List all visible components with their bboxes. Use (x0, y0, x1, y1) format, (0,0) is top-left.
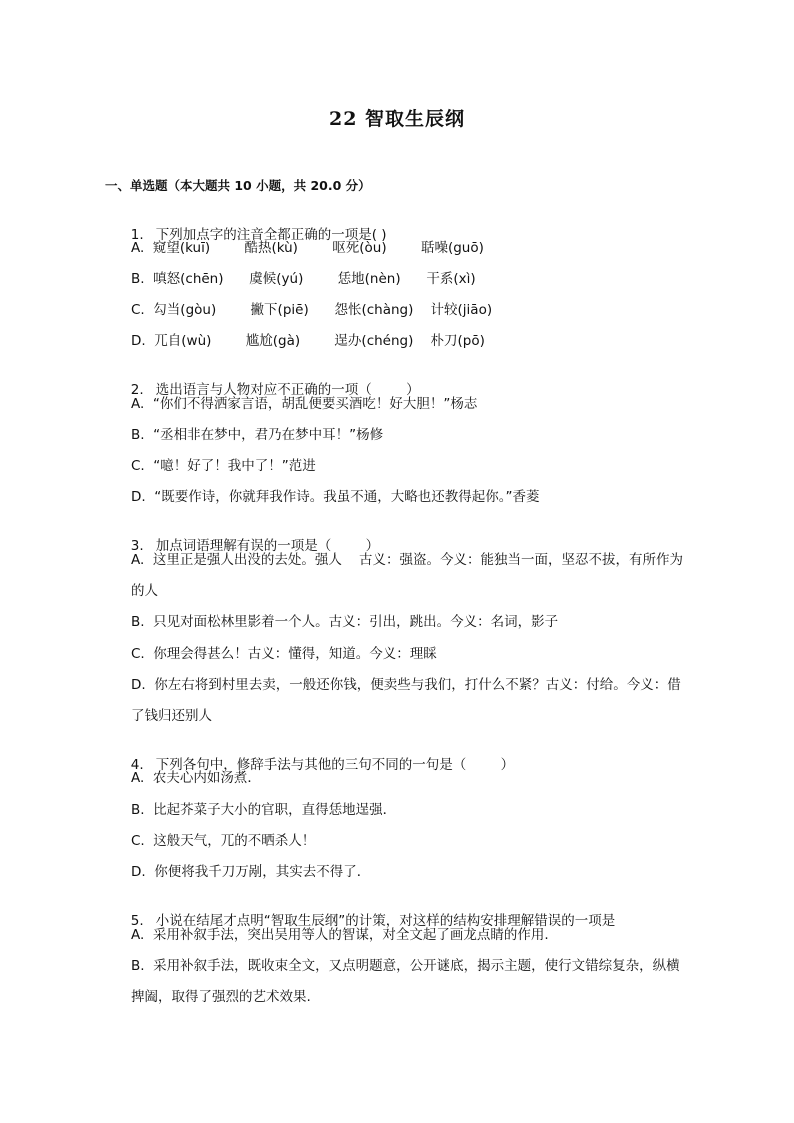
option-4a: A. 农夫心内如汤煮． (131, 770, 261, 786)
question-stem: 下列各句中，修辞手法与其他的三句不同的一句是（ ） (155, 757, 515, 773)
question-stem: 下列加点字的注音全都正确的一项是( ) (155, 227, 387, 243)
section-heading: 一、单选题（本大题共 10 小题，共 20.0 分） (105, 178, 371, 193)
question-stem: 选出语言与人物对应不正确的一项（ ） (155, 382, 420, 398)
question-number: 2. (130, 382, 144, 398)
option-1c: C. 勾当(gòu) 撇下(piē) 怨怅(chàng) 计较(jiāo) (131, 302, 493, 318)
document-title: 22 智取生辰纲 (328, 108, 466, 130)
option-3d-continued: 了钱归还别人 (131, 708, 212, 724)
question-stem: 加点词语理解有误的一项是（ ） (155, 538, 380, 554)
option-5a: A. 采用补叙手法，突出吴用等人的智谋，对全文起了画龙点睛的作用. (131, 927, 549, 943)
option-2d: D. “既要作诗，你就拜我作诗。我虽不通，大略也还教得起你。”香菱 (131, 489, 540, 505)
option-3a-continued: 的人 (131, 583, 158, 599)
option-3a: A. 这里正是强人出没的去处。强人 古义：强盗。今义：能独当一面，坚忍不拔，有所作为 (131, 552, 684, 568)
option-2a: A. “你们不得洒家言语，胡乱便要买酒吃！好大胆！”杨志 (131, 396, 478, 412)
option-5b-continued: 捭阖，取得了强烈的艺术效果. (131, 989, 311, 1005)
question-number: 4. (130, 757, 144, 773)
question-number: 3. (130, 538, 144, 554)
option-3c: C. 你理会得甚么！古义：懂得，知道。今义：理睬 (131, 646, 437, 662)
option-5b: B. 采用补叙手法，既收束全文，又点明题意，公开谜底，揭示主题，使行文错综复杂，纵横 (131, 958, 680, 974)
option-2c: C. “噫！好了！我中了！”范进 (131, 458, 316, 474)
option-1d: D. 兀自(wù) 尴尬(gà) 逞办(chéng) 朴刀(pō) (131, 333, 485, 349)
option-2b: B. “丞相非在梦中，君乃在梦中耳！”杨修 (131, 427, 384, 443)
question-number: 1. (130, 227, 144, 243)
question-number: 5. (130, 913, 144, 929)
option-4b: B. 比起芥菜子大小的官职，直得恁地逞强． (131, 802, 397, 818)
option-4d: D. 你便将我千刀万剐，其实去不得了． (131, 864, 371, 880)
option-1b: B. 嗔怒(chēn) 虞候(yú) 恁地(nèn) 干系(xì) (131, 271, 476, 287)
option-3d: D. 你左右将到村里去卖，一般还你钱，便卖些与我们，打什么不紧？古义：付给。今义：借 (131, 677, 681, 693)
question-stem: 小说在结尾才点明“智取生辰纲”的计策，对这样的结构安排理解错误的一项是 (155, 913, 616, 929)
option-4c: C. 这般天气，兀的不晒杀人！ (131, 833, 316, 849)
option-1a: A. 窥望(kuī) 酷热(kù) 呕死(òu) 聒噪(guō) (131, 240, 484, 256)
option-3b: B. 只见对面松林里影着一个人。古义：引出，跳出。今义：名词，影子 (131, 614, 559, 630)
